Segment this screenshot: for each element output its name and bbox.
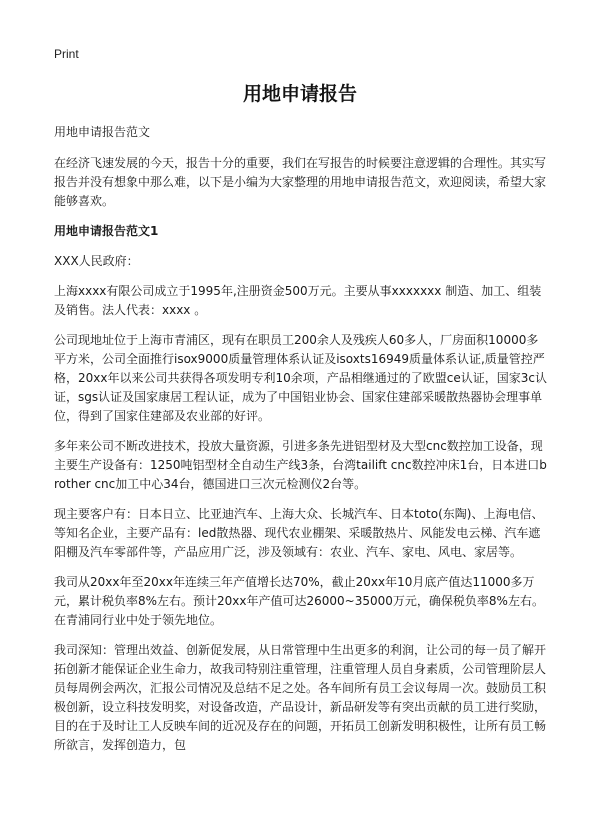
body-paragraph-equipment: 多年来公司不断改进技术，投放大量资源，引进多条先进铝型材及大型cnc数控加工设备，现主要生产设备有：1250吨铝型材全自动生产线3条，台湾tailift cnc数控冲床1台，日本进口brother cnc加工中心34台，德国进口三次元检测仪2台等。 xyxy=(54,439,547,491)
section-heading: 用地申请报告范文1 xyxy=(54,224,159,238)
body-paragraph-management: 我司深知：管理出效益、创新促发展，从日常管理中生出更多的利润，让公司的每一员了解开拓创新才能保证企业生命力，故我司特别注重管理，注重管理人员自身素质，公司管理阶层人员每周例会两次，汇报公司情况及总结不足之处。各车间所有员工会议每周一次。鼓励员工积极创新，设立科技发明奖，对设备改造，产品设计，新品研发等有突出贡献的员工进行奖励，目的在于及时让工人反映车间的近况及存在的问题，开拓员工创新发明积极性，让所有员工畅所欲言，发挥创造力，包 xyxy=(54,643,547,752)
document-subtitle: 用地申请报告范文 xyxy=(54,125,151,139)
intro-paragraph: 在经济飞速发展的今天，报告十分的重要，我们在写报告的时候要注意逻辑的合理性。其实写报告并没有想象中那么难，以下是小编为大家整理的用地申请报告范文，欢迎阅读，希望大家能够喜欢。 xyxy=(54,156,547,208)
body-paragraph-location: 公司现地址位于上海市青浦区，现有在职员工200余人及残疾人60多人，厂房面积10000多平方米，公司全面推行isox9000质量管理体系认证及isoxts16949质量体系认证,质量管控严格，20xx年以来公司共获得各项发明专利10余项，产品相继通过的了欧盟ce认证，国家3c认证，sgs认证及国家康居工程认证，成为了中国铝业协会、国家住建部采暖散热器协会理事单位，得到了国家住建部及农业部的好评。 xyxy=(54,333,547,423)
body-paragraph-output: 我司从20xx年至20xx年连续三年产值增长达70%，截止20xx年10月底产值达11000多万元，累计税负率8%左右。预计20xx年产值可达26000~35000万元，确保税负率8%左右。在青浦同行业中处于领先地位。 xyxy=(54,575,544,627)
body-paragraph-customers: 现主要客户有：日本日立、比亚迪汽车、上海大众、长城汽车、日本toto(东陶)、上海电信、等知名企业，主要产品有：led散热器、现代农业棚架、采暖散热片、风能发电云梯、汽车遮阳棚及汽车零部件等，产品应用广泛，涉及领域有：农业、汽车、家电、风电、家居等。 xyxy=(54,507,544,559)
body-paragraph-company-intro: 上海xxxx有限公司成立于1995年,注册资金500万元。主要从事xxxxxxx 制造、加工、组装及销售。法人代表：xxxx 。 xyxy=(54,284,542,317)
document-title: 用地申请报告 xyxy=(242,83,357,105)
salutation: XXX人民政府： xyxy=(54,254,139,268)
document-body xyxy=(54,123,550,766)
print-link[interactable]: Print xyxy=(54,47,79,61)
